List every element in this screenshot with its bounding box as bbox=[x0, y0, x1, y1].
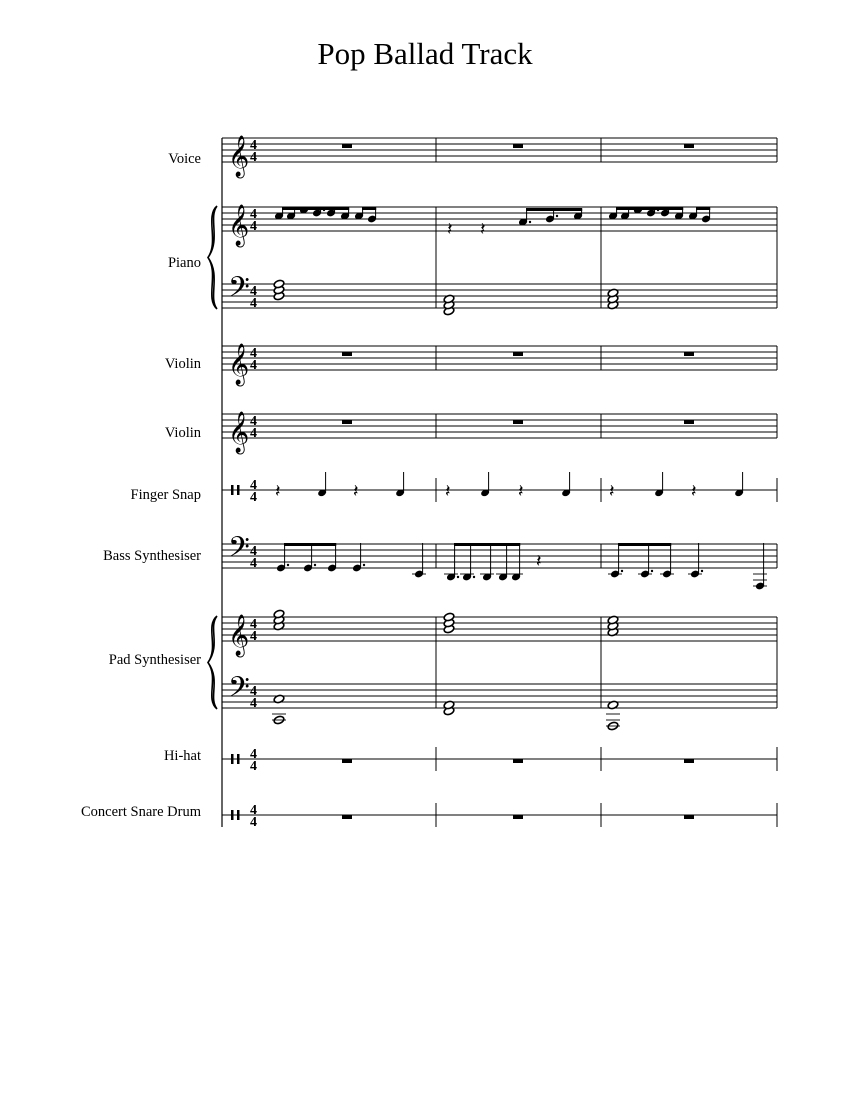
quarter-rest: 𝄽 bbox=[353, 481, 359, 502]
time-signature-denominator: 4 bbox=[250, 815, 257, 830]
whole-rest bbox=[684, 759, 694, 763]
percussion-clef-icon bbox=[231, 485, 234, 495]
whole-rest bbox=[342, 144, 352, 148]
whole-rest bbox=[684, 144, 694, 148]
percussion-clef-icon bbox=[237, 485, 240, 495]
time-signature-denominator: 4 bbox=[250, 629, 257, 644]
whole-rest bbox=[513, 420, 523, 424]
dot bbox=[363, 564, 365, 566]
dot bbox=[457, 576, 459, 578]
bass-clef-icon: 𝄢 bbox=[228, 531, 250, 571]
quarter-rest: 𝄽 bbox=[609, 481, 615, 502]
time-signature-numerator: 4 bbox=[250, 478, 257, 493]
beam bbox=[454, 543, 520, 546]
time-signature-denominator: 4 bbox=[250, 490, 257, 505]
time-signature-numerator: 4 bbox=[250, 138, 257, 153]
bass-clef-icon: 𝄢 bbox=[228, 271, 250, 311]
instrument-label: Violin bbox=[164, 425, 201, 441]
time-signature-denominator: 4 bbox=[250, 150, 257, 165]
time-signature-numerator: 4 bbox=[250, 684, 257, 699]
whole-rest bbox=[513, 815, 523, 819]
dot bbox=[556, 215, 558, 217]
quarter-rest: 𝄽 bbox=[480, 219, 486, 240]
percussion-clef-icon bbox=[237, 810, 240, 820]
beam bbox=[616, 207, 683, 210]
brace bbox=[208, 206, 217, 309]
whole-rest bbox=[342, 352, 352, 356]
instrument-label: Violin bbox=[164, 356, 201, 372]
treble-clef-icon: 𝄞 bbox=[228, 412, 250, 453]
time-signature-numerator: 4 bbox=[250, 617, 257, 632]
dot bbox=[621, 570, 623, 572]
quarter-rest: 𝄽 bbox=[518, 481, 524, 502]
beam bbox=[284, 543, 336, 546]
quarter-rest: 𝄽 bbox=[536, 551, 542, 572]
music-notation bbox=[228, 135, 767, 830]
whole-rest bbox=[342, 420, 352, 424]
time-signature-denominator: 4 bbox=[250, 358, 257, 373]
bass-clef-icon: 𝄢 bbox=[228, 671, 250, 711]
instrument-label: Hi-hat bbox=[163, 748, 201, 764]
percussion-clef-icon bbox=[231, 754, 234, 764]
time-signature-numerator: 4 bbox=[250, 414, 257, 429]
whole-rest bbox=[684, 420, 694, 424]
instrument-labels bbox=[81, 151, 202, 820]
treble-clef-icon: 𝄞 bbox=[228, 344, 250, 385]
whole-rest bbox=[684, 352, 694, 356]
beam bbox=[362, 207, 376, 210]
time-signature-denominator: 4 bbox=[250, 696, 257, 711]
dot bbox=[651, 570, 653, 572]
dot bbox=[473, 576, 475, 578]
whole-rest bbox=[513, 144, 523, 148]
time-signature-denominator: 4 bbox=[250, 426, 257, 441]
dot bbox=[314, 564, 316, 566]
instrument-label: Piano bbox=[167, 255, 201, 271]
whole-rest bbox=[342, 759, 352, 763]
quarter-rest: 𝄽 bbox=[691, 481, 697, 502]
quarter-rest: 𝄽 bbox=[447, 219, 453, 240]
time-signature-numerator: 4 bbox=[250, 284, 257, 299]
time-signature-denominator: 4 bbox=[250, 556, 257, 571]
time-signature-numerator: 4 bbox=[250, 747, 257, 762]
whole-rest bbox=[342, 815, 352, 819]
beam bbox=[618, 543, 671, 546]
beam bbox=[282, 207, 349, 210]
time-signature-numerator: 4 bbox=[250, 544, 257, 559]
time-signature-denominator: 4 bbox=[250, 296, 257, 311]
percussion-clef-icon bbox=[237, 754, 240, 764]
instrument-label: Voice bbox=[168, 151, 201, 167]
treble-clef-icon: 𝄞 bbox=[228, 205, 250, 246]
time-signature-denominator: 4 bbox=[250, 759, 257, 774]
whole-rest bbox=[513, 352, 523, 356]
whole-rest bbox=[513, 759, 523, 763]
time-signature-numerator: 4 bbox=[250, 346, 257, 361]
whole-rest bbox=[684, 815, 694, 819]
dot bbox=[529, 221, 531, 223]
instrument-label: Finger Snap bbox=[130, 487, 201, 503]
time-signature-numerator: 4 bbox=[250, 803, 257, 818]
time-signature-numerator: 4 bbox=[250, 207, 257, 222]
dot bbox=[701, 570, 703, 572]
percussion-clef-icon bbox=[231, 810, 234, 820]
brace bbox=[208, 616, 217, 709]
instrument-label: Concert Snare Drum bbox=[81, 804, 201, 820]
time-signature-denominator: 4 bbox=[250, 219, 257, 234]
quarter-rest: 𝄽 bbox=[275, 481, 281, 502]
beam bbox=[526, 208, 582, 211]
treble-clef-icon: 𝄞 bbox=[228, 615, 250, 656]
beam bbox=[696, 207, 710, 210]
instrument-label: Bass Synthesiser bbox=[103, 548, 201, 564]
dot bbox=[287, 564, 289, 566]
score-title: Pop Ballad Track bbox=[317, 36, 533, 71]
quarter-rest: 𝄽 bbox=[445, 481, 451, 502]
treble-clef-icon: 𝄞 bbox=[228, 136, 250, 177]
instrument-label: Pad Synthesiser bbox=[108, 652, 201, 668]
